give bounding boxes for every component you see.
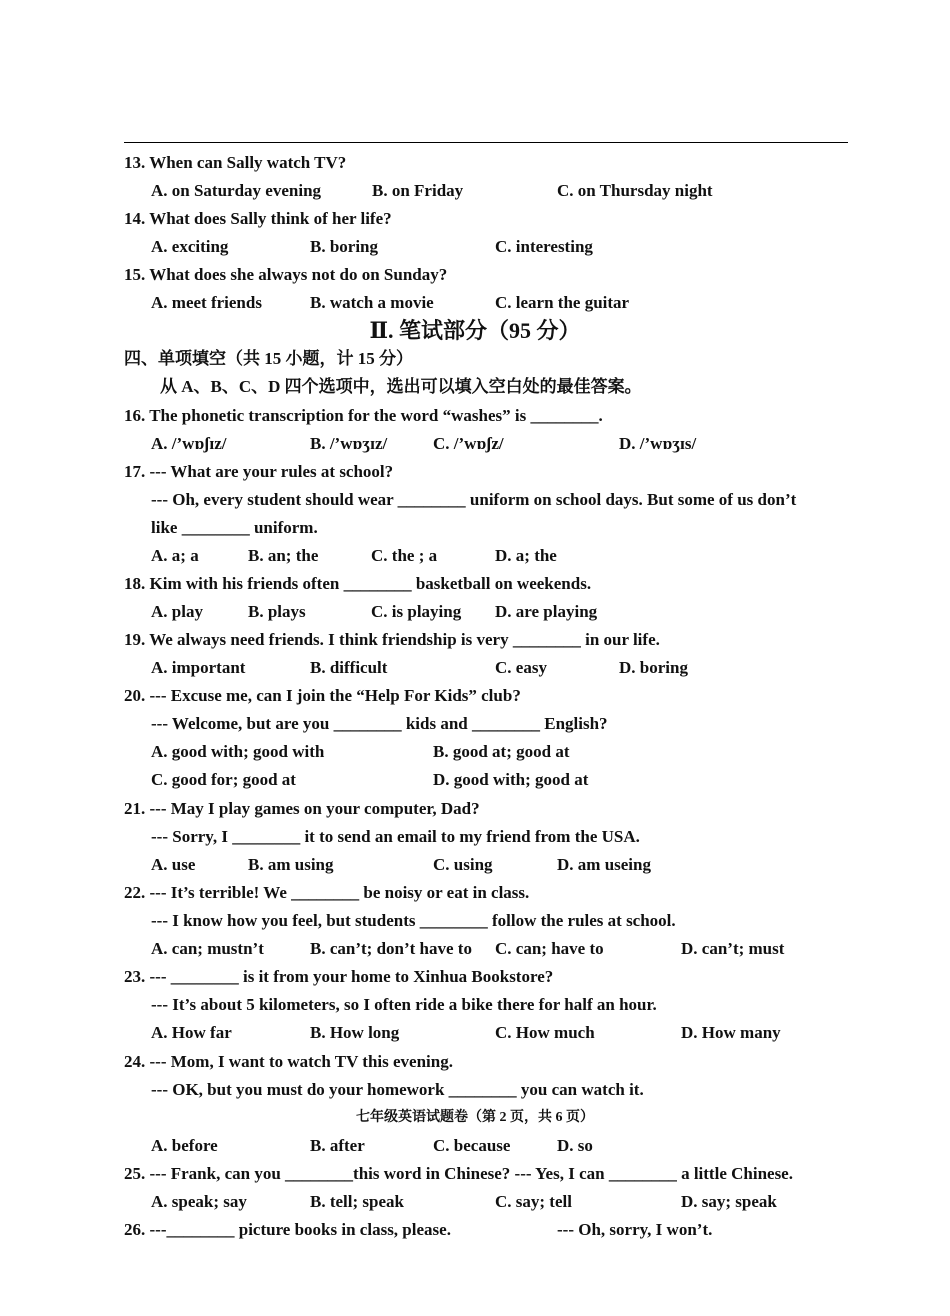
q19-option-a[interactable]: A. important [151,658,246,677]
question-13-options [151,177,801,205]
q24-option-b[interactable]: B. after [310,1136,365,1155]
q24-option-c[interactable]: C. because [433,1136,511,1155]
question-22-stem: 22. --- It’s terrible! We ________ be noisy or eat in class. [124,883,530,902]
q14-option-b[interactable]: B. boring [310,237,379,256]
question-26-reply: --- Oh, sorry, I won’t. [557,1220,713,1239]
q16-option-c[interactable]: C. /’wɒʃz/ [433,434,504,453]
q15-option-a[interactable]: A. meet friends [151,293,262,312]
q21-option-d[interactable]: D. am useing [557,855,651,874]
q23-option-b[interactable]: B. How long [310,1023,400,1042]
q16-option-a[interactable]: A. /’wɒʃɪz/ [151,434,227,453]
question-17-line2: --- Oh, every student should wear ________ uniform on school days. But some of us don’t [151,490,797,509]
section-title: Ⅱ. 笔试部分（95 分） [369,318,581,343]
question-18-options [151,598,801,626]
question-25-stem: 25. --- Frank, can you ________this word in Chinese? --- Yes, I can ________ a little Chinese. [124,1164,793,1183]
question-18-stem: 18. Kim with his friends often ________ basketball on weekends. [124,574,592,593]
question-16-stem: 16. The phonetic transcription for the word “washes” is ________. [124,406,603,425]
q20-option-b[interactable]: B. good at; good at [433,742,570,761]
q18-option-b[interactable]: B. plays [248,602,306,621]
q20-option-a[interactable]: A. good with; good with [151,742,325,761]
q20-option-c[interactable]: C. good for; good at [151,770,296,789]
q25-option-a[interactable]: A. speak; say [151,1192,247,1211]
q17-option-d[interactable]: D. a; the [495,546,557,565]
q18-option-c[interactable]: C. is playing [371,602,462,621]
q17-option-a[interactable]: A. a; a [151,546,199,565]
q15-option-c[interactable]: C. learn the guitar [495,293,630,312]
q21-option-a[interactable]: A. use [151,855,196,874]
q19-option-c[interactable]: C. easy [495,658,547,677]
part-instruction: 从 A、B、C、D 四个选项中，选出可以填入空白处的最佳答案。 [160,377,642,396]
q19-option-b[interactable]: B. difficult [310,658,388,677]
q25-option-d[interactable]: D. say; speak [681,1192,777,1211]
q22-option-d[interactable]: D. can’t; must [681,939,785,958]
question-21-stem: 21. --- May I play games on your computer, Dad? [124,799,480,818]
question-21-options [151,851,801,879]
question-19-stem: 19. We always need friends. I think friendship is very ________ in our life. [124,630,660,649]
q23-option-c[interactable]: C. How much [495,1023,595,1042]
q22-option-b[interactable]: B. can’t; don’t have to [310,939,472,958]
q25-option-b[interactable]: B. tell; speak [310,1192,404,1211]
question-24-options [151,1132,801,1160]
question-23-line2: --- It’s about 5 kilometers, so I often ride a bike there for half an hour. [151,995,657,1014]
q14-option-a[interactable]: A. exciting [151,237,229,256]
q21-option-c[interactable]: C. using [433,855,493,874]
question-15-stem: 15. What does she always not do on Sunday? [124,265,448,284]
q24-option-d[interactable]: D. so [557,1136,593,1155]
q22-option-c[interactable]: C. can; have to [495,939,604,958]
q18-option-a[interactable]: A. play [151,602,203,621]
question-17-options [151,542,801,570]
question-24-line2: --- OK, but you must do your homework ________ you can watch it. [151,1080,644,1099]
question-14-options [151,233,801,261]
question-21-line2: --- Sorry, I ________ it to send an email to my friend from the USA. [151,827,640,846]
question-20-options-row1 [151,738,801,766]
page-footer: 七年级英语试题卷（第 2 页，共 6 页） [356,1110,594,1125]
question-13-stem: 13. When can Sally watch TV? [124,153,347,172]
question-20-options-row2 [151,766,801,794]
question-22-line2: --- I know how you feel, but students ________ follow the rules at school. [151,911,676,930]
question-26-stem: 26. ---________ picture books in class, please. [124,1220,451,1239]
question-17-line3: like ________ uniform. [151,518,318,537]
question-26-row [124,1216,848,1244]
q16-option-d[interactable]: D. /’wɒʒɪs/ [619,434,697,453]
question-15-options [151,289,801,317]
q16-option-b[interactable]: B. /’wɒʒɪz/ [310,434,388,453]
question-16-options [151,430,801,458]
question-24-stem: 24. --- Mom, I want to watch TV this evening. [124,1052,453,1071]
q13-option-c[interactable]: C. on Thursday night [557,181,713,200]
q17-option-c[interactable]: C. the ; a [371,546,438,565]
q22-option-a[interactable]: A. can; mustn’t [151,939,264,958]
question-23-stem: 23. --- ________ is it from your home to Xinhua Bookstore? [124,967,554,986]
question-22-options [151,935,811,963]
question-17-stem: 17. --- What are your rules at school? [124,462,394,481]
q13-option-b[interactable]: B. on Friday [372,181,464,200]
q25-option-c[interactable]: C. say; tell [495,1192,572,1211]
q17-option-b[interactable]: B. an; the [248,546,319,565]
q19-option-d[interactable]: D. boring [619,658,688,677]
q18-option-d[interactable]: D. are playing [495,602,598,621]
q24-option-a[interactable]: A. before [151,1136,218,1155]
question-14-stem: 14. What does Sally think of her life? [124,209,392,228]
q15-option-b[interactable]: B. watch a movie [310,293,434,312]
q23-option-d[interactable]: D. How many [681,1023,781,1042]
q14-option-c[interactable]: C. interesting [495,237,593,256]
q21-option-b[interactable]: B. am using [248,855,334,874]
q23-option-a[interactable]: A. How far [151,1023,232,1042]
header-rule [124,142,848,143]
question-19-options [151,654,801,682]
question-23-options [151,1019,811,1047]
q13-option-a[interactable]: A. on Saturday evening [151,181,322,200]
question-20-line2: --- Welcome, but are you ________ kids and ________ English? [151,714,608,733]
question-20-stem: 20. --- Excuse me, can I join the “Help For Kids” club? [124,686,521,705]
part-heading: 四、单项填空（共 15 小题，计 15 分） [124,349,413,368]
q20-option-d[interactable]: D. good with; good at [433,770,589,789]
question-25-options [151,1188,811,1216]
